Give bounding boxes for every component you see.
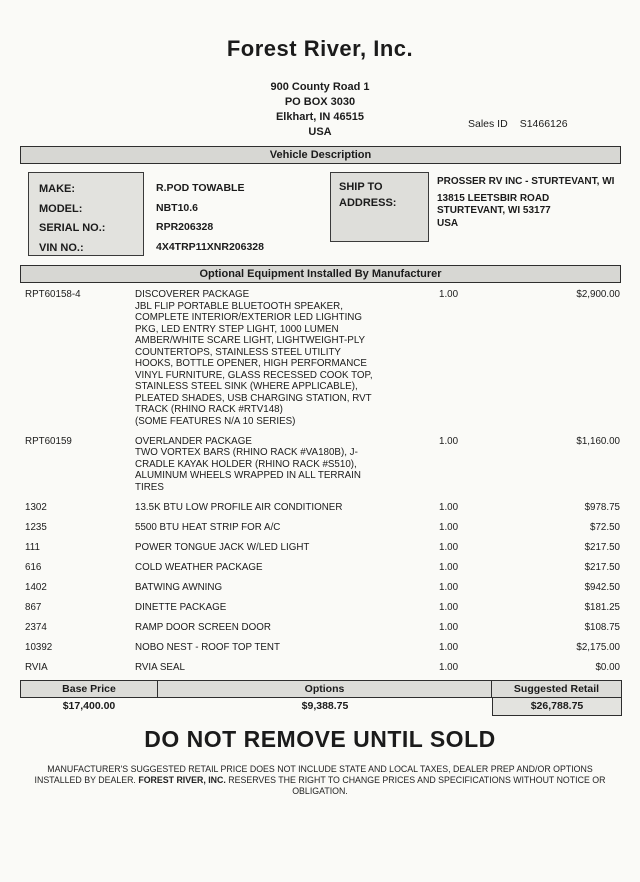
equipment-name: RAMP DOOR SCREEN DOOR (135, 621, 271, 633)
equipment-code: 10392 (25, 641, 53, 653)
equipment-price: $181.25 (584, 601, 620, 613)
equipment-code: 111 (25, 541, 40, 553)
equipment-code: RVIA (25, 661, 48, 673)
vehicle-labels-box (28, 172, 144, 256)
make-value: R.POD TOWABLE (156, 182, 245, 194)
equipment-name: NOBO NEST - ROOF TOP TENT (135, 641, 280, 653)
equipment-description-line: AMBER/WHITE SCARE LIGHT, LIGHTWEIGHT-PLY (135, 335, 366, 346)
base-price-label: Base Price (20, 680, 158, 698)
equipment-description (135, 562, 427, 574)
model-value: NBT10.6 (156, 201, 199, 214)
equipment-name: COLD WEATHER PACKAGE (135, 561, 263, 573)
equipment-qty: 1.00 (439, 661, 459, 673)
equipment-price: $0.00 (595, 661, 620, 673)
address-line: USA (308, 126, 332, 138)
equipment-description-line: TIRES (135, 481, 164, 493)
price-summary-values (20, 698, 622, 716)
equipment-description-line: TWO VORTEX BARS (RHINO RACK #VA180B), J- (135, 447, 358, 458)
address-line: 900 County Road 1 (270, 81, 370, 93)
equipment-price: $217.50 (584, 541, 620, 553)
address-line: Elkhart, IN 46515 (275, 111, 365, 123)
equipment-description-line: STAINLESS STEEL SINK (WHERE APPLICABLE), (135, 381, 358, 392)
equipment-name: DISCOVERER PACKAGE (135, 289, 250, 300)
equipment-description-line: ALUMINUM WHEELS WRAPPED IN ALL TERRAIN (135, 470, 361, 481)
equipment-description (135, 582, 427, 594)
equipment-description (135, 622, 427, 634)
equipment-description-line: JBL FLIP PORTABLE BLUETOOTH SPEAKER, (135, 300, 343, 312)
suggested-retail-value: $26,788.75 (492, 698, 622, 716)
equipment-row (20, 582, 620, 594)
equipment-row (20, 522, 620, 534)
equipment-code: RPT60159 (25, 435, 72, 447)
address-line: PO BOX 3030 (284, 96, 356, 108)
equipment-name: 5500 BTU HEAT STRIP FOR A/C (135, 521, 281, 533)
serial-no-label: SERIAL NO.: (39, 222, 106, 234)
equipment-row (20, 502, 620, 514)
sales-id-label: Sales ID (468, 118, 508, 130)
sales-id (468, 118, 568, 130)
equipment-description (135, 289, 427, 427)
equipment-row (20, 602, 620, 614)
equipment-description-line: TRACK (RHINO RACK #RTV148) (135, 404, 283, 415)
equipment-description (135, 542, 427, 554)
equipment-price: $1,160.00 (576, 435, 620, 447)
equipment-description-line: COUNTERTOPS, STAINLESS STEEL UTILITY (135, 346, 341, 358)
equipment-description-line: PKG, LED ENTRY STEP LIGHT, 1000 LUMEN (135, 323, 339, 335)
equipment-code: 616 (25, 561, 42, 573)
equipment-description-line: PLEATED SHADES, USB CHARGING STATION, RVT (135, 392, 372, 404)
equipment-description (135, 662, 427, 674)
base-price-value: $17,400.00 (62, 700, 116, 712)
equipment-qty: 1.00 (439, 541, 459, 553)
price-summary-header (20, 680, 622, 698)
equipment-price: $108.75 (584, 621, 620, 633)
equipment-description (135, 502, 427, 514)
equipment-row (20, 289, 620, 427)
equipment-description-line: HOOKS, BOTTLE OPENER, HIGH PERFORMANCE (135, 358, 367, 369)
disclaimer-text: RESERVES THE RIGHT TO CHANGE PRICES AND SPECIFICATIONS WITHOUT NOTICE OR OBLIGATION. (225, 775, 606, 796)
equipment-price: $2,175.00 (576, 641, 620, 653)
equipment-name: OVERLANDER PACKAGE (135, 435, 252, 447)
equipment-qty: 1.00 (439, 521, 459, 533)
equipment-qty: 1.00 (439, 581, 459, 593)
vin-no-label: VIN NO.: (39, 241, 84, 254)
equipment-code: 867 (25, 601, 42, 613)
equipment-description (135, 602, 427, 614)
vehicle-description-header: Vehicle Description (20, 146, 621, 164)
serial-no-value: RPR206328 (156, 221, 214, 233)
equipment-description (135, 436, 427, 494)
equipment-qty: 1.00 (439, 641, 459, 653)
equipment-name: POWER TONGUE JACK W/LED LIGHT (135, 541, 310, 553)
equipment-row (20, 662, 620, 674)
equipment-description (135, 522, 427, 534)
suggested-retail-label: Suggested Retail (492, 680, 622, 698)
equipment-code: RPT60158-4 (25, 289, 81, 300)
disclaimer-text: MANUFACTURER'S SUGGESTED RETAIL PRICE DOES NOT INCLUDE STATE AND LOCAL TAXES, DEALER PREP AND/OR OPTIONS INSTALLED BY DEALER. (34, 764, 593, 785)
equipment-qty: 1.00 (439, 621, 459, 633)
equipment-price: $72.50 (590, 521, 620, 533)
equipment-description (135, 642, 427, 654)
equipment-qty: 1.00 (439, 289, 459, 300)
equipment-row (20, 542, 620, 554)
ship-to-line: STURTEVANT, WI 53177 (437, 205, 551, 216)
sales-id-value: S1466126 (519, 118, 568, 130)
vehicle-values (156, 172, 356, 257)
equipment-price: $978.75 (584, 501, 620, 513)
equipment-row (20, 622, 620, 634)
options-label: Options (158, 680, 492, 698)
equipment-qty: 1.00 (439, 561, 459, 573)
equipment-description-line: CRADLE KAYAK HOLDER (RHINO RACK #S510), (135, 458, 357, 470)
ship-to-address (437, 176, 632, 230)
make-label: MAKE: (39, 183, 76, 195)
equipment-price: $217.50 (584, 561, 620, 573)
equipment-code: 2374 (25, 621, 47, 633)
equipment-qty: 1.00 (439, 435, 459, 447)
equipment-description-line: (SOME FEATURES N/A 10 SERIES) (135, 415, 296, 427)
price-summary (20, 680, 622, 716)
equipment-price: $2,900.00 (576, 289, 620, 300)
ship-to-box (330, 172, 429, 242)
do-not-remove-warning: DO NOT REMOVE UNTIL SOLD (144, 726, 496, 752)
equipment-code: 1302 (25, 501, 47, 513)
ship-to-line: USA (437, 217, 459, 229)
model-label: MODEL: (39, 202, 83, 215)
ship-to-label-line1: SHIP TO (339, 181, 383, 193)
equipment-name: RVIA SEAL (135, 661, 185, 673)
equipment-price: $942.50 (584, 581, 620, 593)
vin-no-value: 4X4TRP11XNR206328 (156, 240, 264, 253)
ship-to-label-line2: ADDRESS: (339, 197, 397, 209)
equipment-name: DINETTE PACKAGE (135, 601, 227, 613)
company-name: Forest River, Inc. (226, 36, 414, 61)
equipment-name: 13.5K BTU LOW PROFILE AIR CONDITIONER (135, 501, 343, 513)
options-value: $9,388.75 (301, 700, 349, 712)
equipment-name: BATWING AWNING (135, 581, 223, 593)
equipment-description-line: VINYL FURNITURE, GLASS RECESSED COOK TOP, (135, 369, 373, 381)
equipment-code: 1235 (25, 521, 47, 533)
equipment-code: 1402 (25, 581, 47, 593)
ship-to-line: 13815 LEETSBIR ROAD (437, 192, 550, 204)
equipment-qty: 1.00 (439, 501, 459, 513)
equipment-description-line: COMPLETE INTERIOR/EXTERIOR LED LIGHTING (135, 312, 362, 323)
equipment-row (20, 562, 620, 574)
disclaimer (28, 764, 612, 797)
disclaimer-company: FOREST RIVER, INC. (138, 775, 226, 785)
company-address (0, 80, 640, 140)
equipment-row (20, 642, 620, 654)
optional-equipment-header: Optional Equipment Installed By Manufacturer (20, 265, 621, 283)
equipment-row (20, 436, 620, 494)
equipment-list (20, 289, 620, 682)
equipment-qty: 1.00 (439, 601, 459, 613)
ship-to-line: PROSSER RV INC - STURTEVANT, WI (437, 176, 615, 187)
